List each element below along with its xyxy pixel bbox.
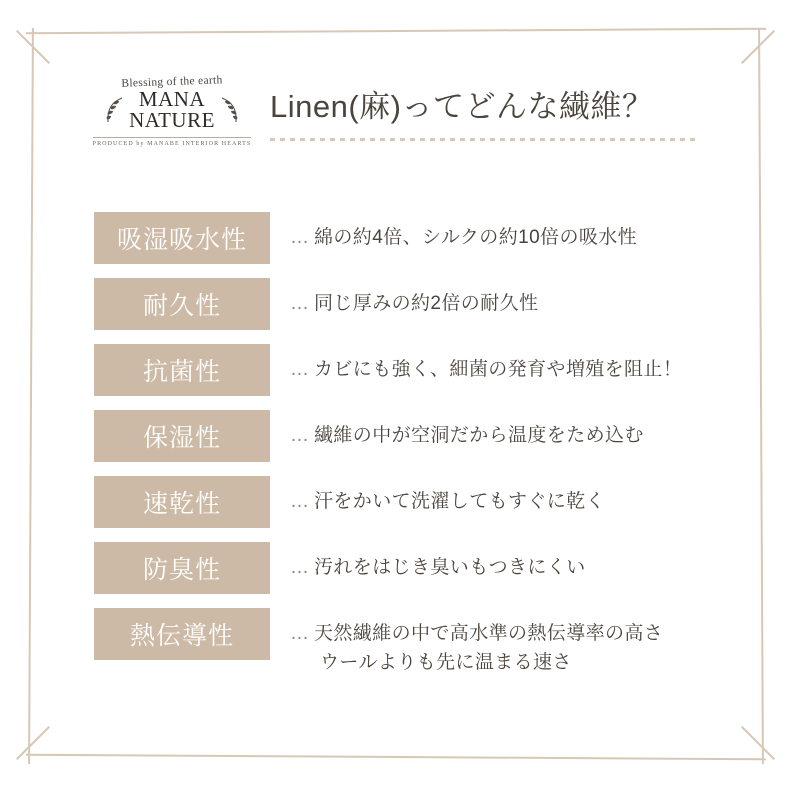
feature-tag: 抗菌性 xyxy=(94,344,270,396)
frame-bottom-line xyxy=(26,754,766,761)
leader-dots: … xyxy=(290,425,310,446)
feature-tag: 吸湿吸水性 xyxy=(94,212,270,264)
feature-description-text: 汚れをはじき臭いもつきにくい xyxy=(314,557,586,578)
feature-tag: 熱伝導性 xyxy=(94,608,270,660)
feature-description-text: 汗をかいて洗濯してもすぐに乾く xyxy=(314,491,606,512)
feature-tag: 耐久性 xyxy=(94,278,270,330)
logo-tagline: Blessing of the earth xyxy=(121,74,223,90)
feature-tag: 防臭性 xyxy=(94,542,270,594)
leader-dots: … xyxy=(290,623,310,644)
feature-description xyxy=(290,410,644,450)
page-title: Linen(麻)ってどんな繊維？ xyxy=(270,88,654,124)
feature-description xyxy=(290,476,605,516)
feature-description xyxy=(290,608,663,678)
laurel-left-icon xyxy=(103,95,125,125)
logo-name xyxy=(129,89,215,132)
feature-description-text: カビにも強く、細菌の発育や増殖を阻止！ xyxy=(314,359,683,380)
feature-description xyxy=(290,542,586,582)
leader-dots: … xyxy=(290,293,310,314)
logo-subtitle: PRODUCED by MANABE INTERIOR HEARTS xyxy=(93,137,252,147)
leader-dots: … xyxy=(290,491,310,512)
feature-tag: 速乾性 xyxy=(94,476,270,528)
header xyxy=(0,72,790,150)
list-item xyxy=(94,344,714,396)
feature-description-text: 同じ厚みの約2倍の耐久性 xyxy=(314,293,539,314)
title-underline xyxy=(270,138,700,141)
brand-logo xyxy=(92,72,252,150)
list-item xyxy=(94,410,714,462)
leader-dots: … xyxy=(290,227,310,248)
logo-main-row xyxy=(92,89,252,132)
feature-description xyxy=(290,344,682,384)
feature-description-text-line2: ウールよりも先に温まる速さ xyxy=(320,652,572,674)
feature-description xyxy=(290,278,538,318)
list-item xyxy=(94,476,714,528)
list-item xyxy=(94,608,714,678)
feature-description-text: 天然繊維の中で高水準の熱伝導率の高さ xyxy=(314,623,664,644)
laurel-right-icon xyxy=(219,95,241,125)
feature-description xyxy=(290,212,637,252)
logo-name-line1: MANA xyxy=(138,87,206,111)
feature-tag: 保湿性 xyxy=(94,410,270,462)
list-item xyxy=(94,278,714,330)
feature-description-text: 繊維の中が空洞だから温度をため込む xyxy=(314,425,644,446)
corner-accent-bottom-right xyxy=(741,726,775,760)
feature-description-text: 綿の約4倍、シルクの約10倍の吸水性 xyxy=(314,227,638,248)
leader-dots: … xyxy=(290,557,310,578)
leader-dots: … xyxy=(290,359,310,380)
logo-name-line2: NATURE xyxy=(129,108,215,133)
list-item xyxy=(94,542,714,594)
list-item xyxy=(94,212,714,264)
frame-top-line xyxy=(26,28,766,35)
title-block xyxy=(270,81,700,141)
feature-list xyxy=(94,212,714,692)
